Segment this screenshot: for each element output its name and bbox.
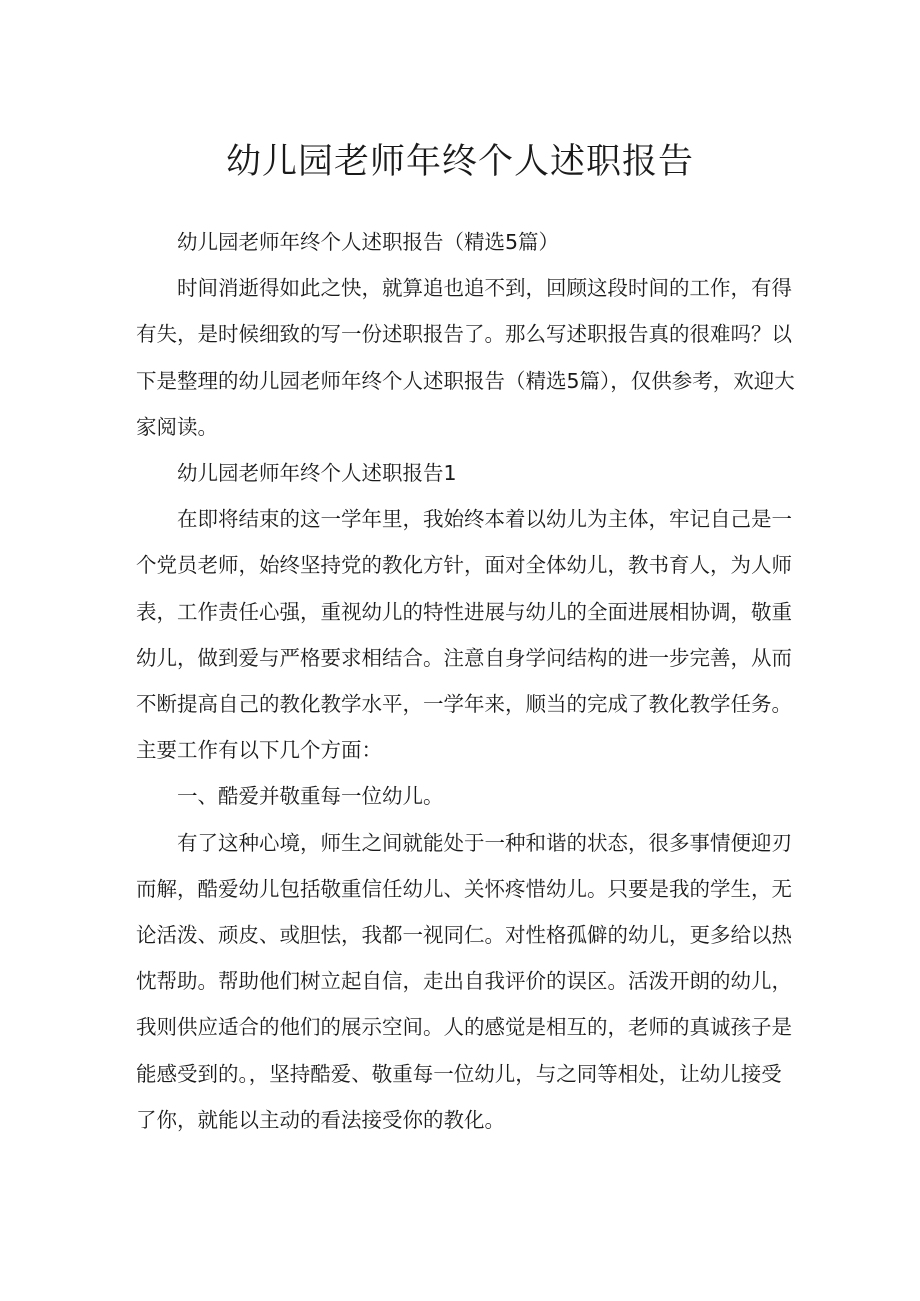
paragraph-line: 不断提高自己的教化教学水平，一学年来，顺当的完成了教化教学任务。 [136, 692, 792, 717]
intro-line: 时间消逝得如此之快，就算追也追不到，回顾这段时间的工作，有得 [177, 276, 792, 301]
paragraph-line: 主要工作有以下几个方面： [136, 738, 382, 763]
point-heading: 一、酷爱并敬重每一位幼儿。 [177, 784, 444, 809]
paragraph-line: 我则供应适合的他们的展示空间。人的感觉是相互的，老师的真诚孩子是 [136, 1015, 792, 1040]
paragraph-2 [136, 820, 792, 866]
paragraph-line: 了你，就能以主动的看法接受你的教化。 [136, 1107, 505, 1132]
intro-line: 有失，是时候细致的写一份述职报告了。那么写述职报告真的很难吗？以 [136, 322, 792, 347]
paragraph-line: 而解，酷爱幼儿包括敬重信任幼儿、关怀疼惜幼儿。只要是我的学生，无 [136, 876, 792, 901]
paragraph-line: 论活泼、顽皮、或胆怯，我都一视同仁。对性格孤僻的幼儿，更多给以热 [136, 923, 792, 948]
paragraph-line: 幼儿，做到爱与严格要求相结合。注意自身学问结构的进一步完善，从而 [136, 645, 792, 670]
document-subtitle: 幼儿园老师年终个人述职报告（精选5篇） [177, 230, 560, 254]
paragraph-1 [136, 496, 792, 542]
document-title: 幼儿园老师年终个人述职报告 [225, 142, 694, 182]
paragraph-line: 个党员老师，始终坚持党的教化方针，面对全体幼儿，教书育人，为人师 [136, 553, 792, 578]
paragraph-line: 能感受到的。，坚持酷爱、敬重每一位幼儿，与之同等相处，让幼儿接受 [136, 1061, 782, 1086]
paragraph-line: 有了这种心境，师生之间就能处于一种和谐的状态，很多事情便迎刃 [177, 830, 792, 855]
intro-line: 下是整理的幼儿园老师年终个人述职报告（精选5篇），仅供参考，欢迎大 [136, 368, 795, 393]
intro-line: 家阅读。 [136, 414, 218, 439]
document-body [136, 219, 795, 1143]
section-heading: 幼儿园老师年终个人述职报告1 [177, 461, 457, 486]
paragraph-line: 在即将结束的这一学年里，我始终本着以幼儿为主体，牢记自己是一 [177, 507, 792, 532]
paragraph-line: 忱帮助。帮助他们树立起自信，走出自我评价的误区。活泼开朗的幼儿， [136, 969, 792, 994]
intro-paragraph [136, 265, 792, 311]
paragraph-line: 表，工作责任心强，重视幼儿的特性进展与幼儿的全面进展相协调，敬重 [136, 599, 792, 624]
